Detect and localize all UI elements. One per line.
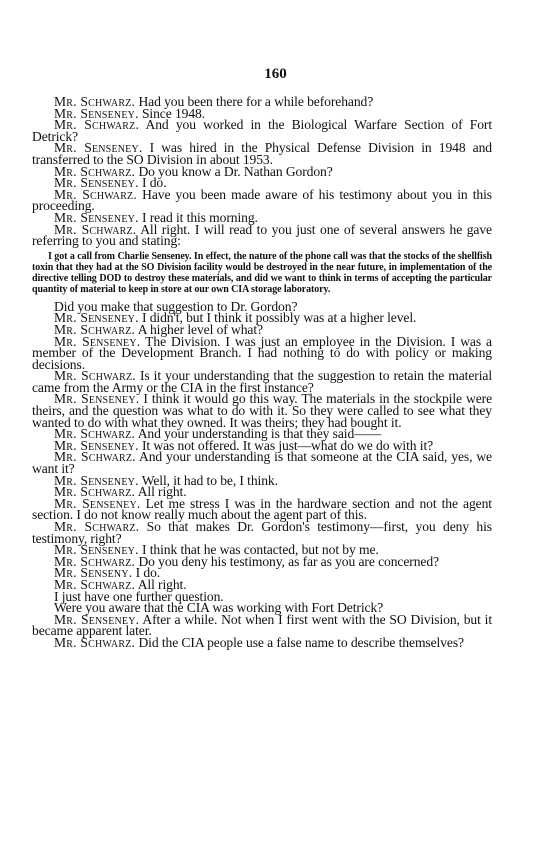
speaker-name: Mr. Schwarz. xyxy=(54,368,136,384)
speaker-name: Mr. Schwarz. xyxy=(54,484,136,500)
transcript-paragraph xyxy=(32,521,492,544)
speaker-name: Mr. Senseney. xyxy=(54,105,139,121)
speaker-name: Mr. Schwarz. xyxy=(54,553,136,569)
paragraph-text: Do you know a Dr. Nathan Gordon? xyxy=(135,163,333,179)
transcript-paragraph xyxy=(32,495,492,523)
paragraph-text: A higher level of what? xyxy=(135,321,263,337)
paragraph-text: I think it would go this way. The materials in the stockpile were theirs, and the question was what to do with it. So they were called to see what they wanted to do with what they owned. It was theirs; they had bought it. xyxy=(32,391,492,430)
speaker-name: Mr. Schwarz. xyxy=(54,519,140,534)
speaker-name: Mr. Senseney. xyxy=(54,437,139,453)
paragraph-text: I was hired in the Physical Defense Division in 1948 and transferred to the SO Division in about 1953. xyxy=(32,140,493,167)
speaker-name: Mr. Schwarz. xyxy=(54,576,136,592)
paragraph-text: Had you been there for a while beforehand? xyxy=(135,94,374,109)
transcript-paragraph xyxy=(32,449,492,477)
paragraph-text: All right. xyxy=(135,484,187,500)
speaker-name: Mr. Senseney. xyxy=(54,391,140,407)
speaker-name: Mr. Senseney. xyxy=(54,495,141,511)
paragraph-text: I do. xyxy=(132,565,161,581)
speaker-name: Mr. Schwarz. xyxy=(54,321,136,337)
speaker-name: Mr. Senseny. xyxy=(54,565,133,581)
speaker-name: Mr. Senseney. xyxy=(54,175,139,191)
transcript-body xyxy=(32,96,492,649)
speaker-name: Mr. Senseney. xyxy=(54,209,139,225)
quoted-testimony xyxy=(32,251,492,295)
transcript-paragraph xyxy=(32,393,492,428)
paragraph-text: I think that he was contacted, but not by me. xyxy=(138,542,379,558)
speaker-name: Mr. Schwarz. xyxy=(54,426,136,442)
speaker-name: Mr. Schwarz. xyxy=(54,449,136,465)
speaker-name: Mr. Schwarz. xyxy=(54,117,140,133)
paragraph-text: All right. I will read to you just one of several answers he gave referring to you and stating: xyxy=(32,221,492,249)
speaker-name: Mr. Schwarz. xyxy=(54,186,137,202)
paragraph-text: I do. xyxy=(138,175,167,191)
speaker-name: Mr. Schwarz. xyxy=(54,221,137,237)
paragraph-text: It was not offered. It was just—what do we do with it? xyxy=(138,437,434,453)
transcript-paragraph xyxy=(32,634,492,650)
paragraph-text: The Division. I was just an employee in the Division. I was a member of the Development Branch. I had nothing to do with policy or making decisions. xyxy=(32,333,492,372)
paragraph-text: I got a call from Charlie Senseney. In effect, the nature of the phone call was that the stocks of the shellfish toxin that they had at the SO Division facility would be destroyed in the near future, in implementation of the directive telling DOD to destroy these materials, and did we want to think in terms of accepting the particular quantity of material to keep in store at our own CIA storage laboratory. xyxy=(32,250,492,295)
paragraph-text: Were you aware that the CIA was working with Fort Detrick? xyxy=(54,600,384,616)
transcript-paragraph xyxy=(32,142,492,165)
speaker-name: Mr. Senseney. xyxy=(54,611,140,627)
transcript-paragraph xyxy=(32,333,492,372)
paragraph-text: Did you make that suggestion to Dr. Gordon? xyxy=(54,298,298,314)
paragraph-text: And your understanding is that someone at the CIA said, yes, we want it? xyxy=(32,449,492,477)
transcript-paragraph xyxy=(32,221,492,249)
paragraph-text: I read it this morning. xyxy=(138,209,258,225)
speaker-name: Mr. Senseney. xyxy=(54,310,139,326)
paragraph-text: Since 1948. xyxy=(138,105,206,121)
paragraph-text: Let me stress I was in the hardware section and not the agent section. I do not know really much about the agent part of this. xyxy=(32,495,492,523)
paragraph-text: I didn't, but I think it possibly was at a higher level. xyxy=(138,310,417,326)
paragraph-text: So that makes Dr. Gordon's testimony—first, you deny his testimony, right? xyxy=(32,519,492,546)
transcript-paragraph xyxy=(32,370,492,393)
speaker-name: Mr. Senseney. xyxy=(54,140,143,156)
paragraph-text: Did the CIA people use a false name to describe themselves? xyxy=(135,634,464,650)
paragraph-text: I just have one further question. xyxy=(54,588,224,604)
paragraph-text: After a while. Not when I first went with the SO Division, but it became apparent later. xyxy=(32,611,493,639)
speaker-name: Mr. Schwarz. xyxy=(54,94,136,109)
speaker-name: Mr. Senseney. xyxy=(54,542,139,558)
paragraph-text: Do you deny his testimony, as far as you are concerned? xyxy=(135,553,439,569)
paragraph-text: Have you been made aware of his testimony about you in this proceeding. xyxy=(32,186,492,214)
transcript-paragraph xyxy=(32,611,493,639)
transcript-paragraph xyxy=(32,119,492,142)
paragraph-text: Well, it had to be, I think. xyxy=(138,472,278,488)
paragraph-text: And you worked in the Biological Warfare Section of Fort Detrick? xyxy=(32,117,492,144)
paragraph-text: And your understanding is that they said—— xyxy=(135,426,382,442)
transcript-paragraph xyxy=(32,186,492,214)
page-number: 160 xyxy=(264,66,287,82)
speaker-name: Mr. Schwarz. xyxy=(54,634,136,650)
paragraph-text: Is it your understanding that the suggestion to retain the material came from the Army or the CIA in the first instance? xyxy=(32,368,493,395)
speaker-name: Mr. Senseney. xyxy=(54,472,139,488)
speaker-name: Mr. Senseney. xyxy=(54,333,141,349)
speaker-name: Mr. Schwarz. xyxy=(54,163,136,179)
paragraph-text: All right. xyxy=(135,576,187,592)
